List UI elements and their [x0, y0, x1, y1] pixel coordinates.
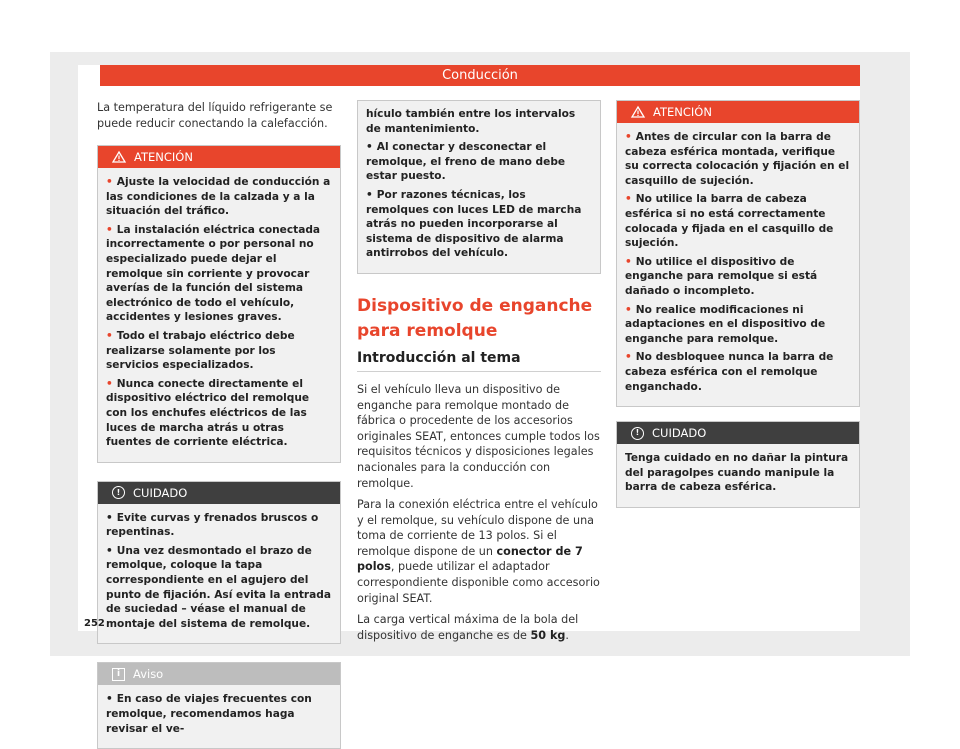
caution-text: Tenga cuidado en no dañar la pintura del paragolpes cuando manipule la barra de cabeza esférica.: [625, 452, 849, 494]
list-item: • Antes de circular con la barra de cabeza esférica montada, verifique su correcta colocación y fijación en el casquillo de sujeción.: [625, 131, 850, 187]
note-header: [98, 663, 340, 685]
list-item: • Nunca conecte directamente el dispositivo eléctrico del remolque con los enchufes eléctricos de las luces de marcha atrás u otras fuentes de corriente eléctrica.: [106, 377, 310, 449]
bullet-icon: •: [366, 188, 373, 201]
caution-circle-icon: !: [112, 486, 125, 499]
bullet-icon: •: [366, 141, 373, 154]
column-left: [97, 100, 341, 749]
warning-triangle-icon: [631, 106, 645, 118]
column-right: [616, 100, 860, 508]
caution-box: [97, 481, 341, 645]
list-item: • Evite curvas y frenados bruscos o repentinas.: [106, 511, 319, 539]
section-subtitle: Introducción al tema: [357, 350, 601, 372]
paragraph: Para la conexión eléctrica entre el vehículo y el remolque, su vehículo dispone de una toma de corriente de 13 polos. Si el remolque dispone de un conector de 7 polos, puede utilizar el adaptador correspondiente disponible como accesorio original SEAT.: [357, 498, 600, 605]
list-item: • No utilice la barra de cabeza esférica si no está correctamente colocada y fijada en el casquillo de sujeción.: [625, 193, 834, 250]
caution-header: [617, 422, 859, 444]
bullet-icon: •: [106, 377, 113, 390]
bullet-icon: •: [106, 693, 113, 706]
list-item: • Ajuste la velocidad de conducción a las condiciones de la calzada y a la situación del tráfico.: [106, 176, 331, 218]
caution-circle-icon: !: [631, 427, 644, 440]
bullet-icon: •: [106, 223, 113, 236]
warning-body: [617, 123, 859, 406]
list-item: • La instalación eléctrica conectada incorrectamente o por personal no especializado puede dejar el remolque sin corriente y provocar averías de la función del sistema electrónico de todo el vehículo, accidentes y lesiones graves.: [106, 223, 321, 324]
warning-body: [98, 168, 340, 462]
section-title: Dispositivo de enganche para remolque: [357, 295, 593, 341]
bullet-icon: •: [106, 176, 113, 188]
bullet-icon: •: [625, 351, 632, 364]
warning-header: [98, 146, 340, 168]
bullet-icon: •: [106, 511, 113, 524]
list-item: • No desbloquee nunca la barra de cabeza esférica con el remolque enganchado.: [625, 351, 834, 393]
list-item: hículo también entre los intervalos de mantenimiento.: [366, 108, 576, 135]
list-item: • No realice modificaciones ni adaptaciones en el dispositivo de enganche para remolque.: [625, 303, 826, 345]
caution-title: CUIDADO: [133, 485, 188, 500]
list-item: • Una vez desmontado el brazo de remolque, coloque la tapa correspondiente en el agujero del punto de fijación. Así evita la entrada de suciedad – véase el manual de montaje del sistema de remolque.: [106, 544, 332, 630]
note-title: Aviso: [133, 667, 164, 682]
caution-title: CUIDADO: [652, 426, 707, 441]
bullet-icon: •: [625, 303, 632, 316]
warning-box: [97, 145, 341, 463]
bullet-icon: •: [106, 329, 113, 342]
note-box-continued: [357, 100, 601, 274]
intro-text: La temperatura del líquido refrigerante se puede reducir conectando la calefacción.: [97, 101, 333, 130]
caution-body: [98, 504, 340, 644]
bullet-icon: •: [625, 193, 632, 206]
list-item: • Todo el trabajo eléctrico debe realizarse solamente por los servicios especializados.: [106, 329, 295, 372]
note-box: [97, 662, 341, 749]
column-middle: [357, 100, 601, 649]
page-header: Conducción: [100, 65, 860, 86]
warning-triangle-icon: [112, 151, 126, 163]
warning-box: [616, 100, 860, 407]
bullet-icon: •: [106, 544, 113, 557]
bullet-icon: •: [625, 255, 632, 268]
note-continued-body: [358, 101, 600, 273]
warning-header: [617, 101, 859, 123]
paragraph: Si el vehículo lleva un dispositivo de enganche para remolque montado de fábrica o procedente de los accesorios originales SEAT, entonces cumple todos los requisitos técnicos y disposiciones legales nacionales para la conducción con remolque.: [357, 382, 600, 490]
bullet-icon: •: [625, 131, 632, 143]
caution-body: [617, 444, 859, 507]
list-item: • Al conectar y desconectar el remolque, el freno de mano debe estar puesto.: [366, 141, 566, 183]
list-item: • En caso de viajes frecuentes con remolque, recomendamos haga revisar el ve-: [106, 693, 312, 735]
warning-title: ATENCIÓN: [134, 150, 193, 164]
list-item: • Por razones técnicas, los remolques con luces LED de marcha atrás no pueden incorporarse al sistema de dispositivo de alarma antirrobos del vehículo.: [366, 188, 582, 260]
paragraph: La carga vertical máxima de la bola del dispositivo de enganche es de 50 kg.: [357, 613, 579, 642]
warning-title: ATENCIÓN: [653, 105, 712, 119]
caution-header: [98, 482, 340, 504]
page-number: 252: [84, 618, 105, 629]
caution-box: [616, 421, 860, 508]
info-icon: i: [112, 668, 125, 681]
note-body: [98, 685, 340, 748]
list-item: • No utilice el dispositivo de enganche para remolque si está dañado o incompleto.: [625, 255, 818, 297]
